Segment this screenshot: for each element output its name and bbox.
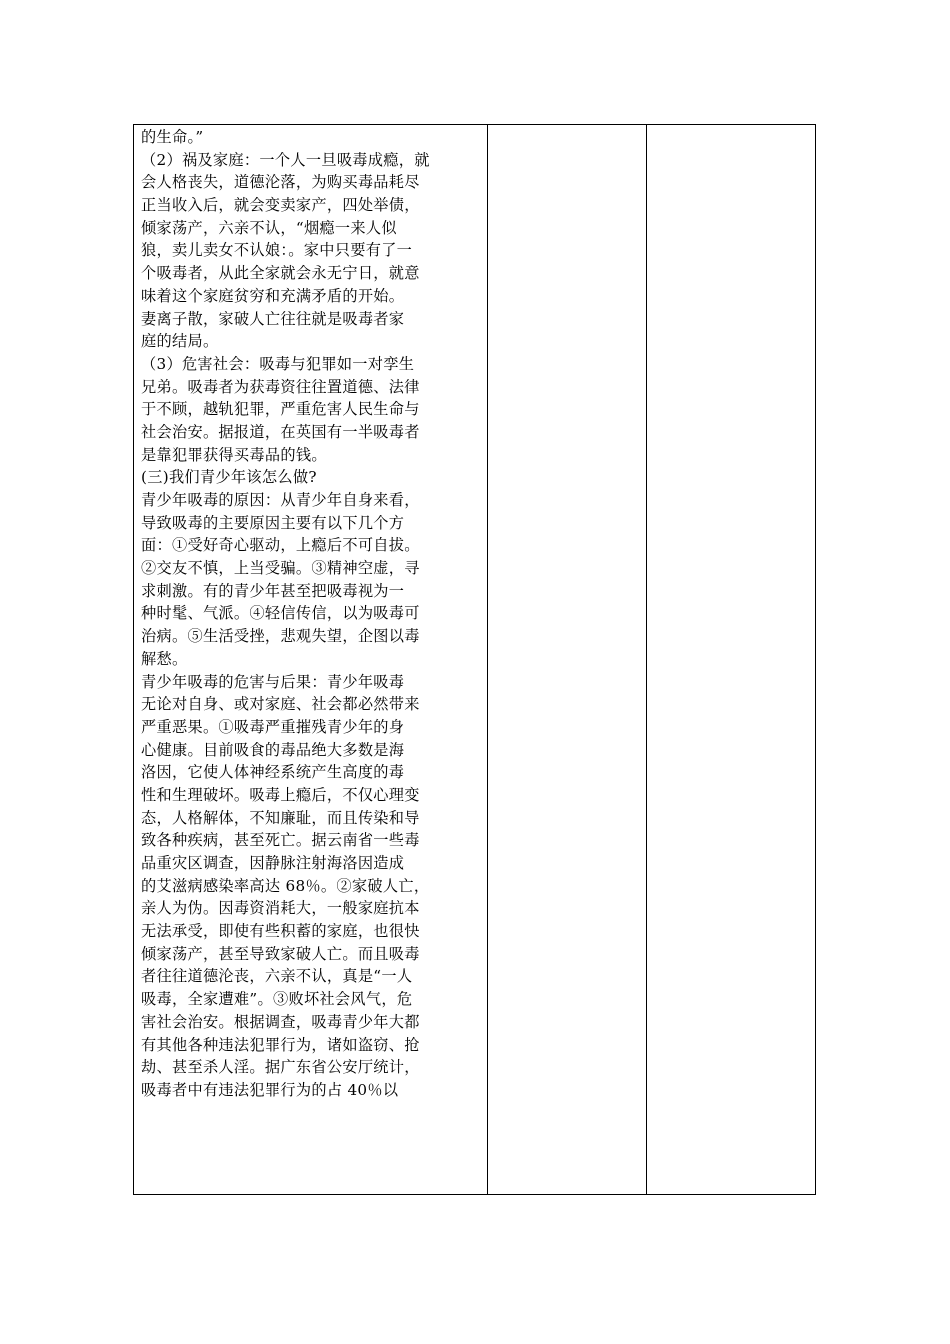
- text-line: 态，人格解体，不知廉耻，而且传染和导: [141, 808, 420, 827]
- column-divider-2: [646, 125, 647, 1194]
- text-column: [141, 126, 483, 1102]
- text-line: 心健康。目前吸食的毒品绝大多数是海: [141, 740, 405, 759]
- text-line: 致各种疾病，甚至死亡。据云南省一些毒: [141, 831, 420, 850]
- text-line: 无论对自身、或对家庭、社会都必然带来: [141, 695, 420, 714]
- text-line: 解愁。: [141, 649, 188, 668]
- text-line: 品重灾区调查，因静脉注射海洛因造成: [141, 854, 405, 872]
- text-line: 倾家荡产，六亲不认，“烟瘾一来人似: [141, 218, 397, 237]
- text-line: 味着这个家庭贫穷和充满矛盾的开始。: [141, 286, 405, 305]
- text-line: 是靠犯罪获得买毒品的钱。: [141, 445, 327, 464]
- text-line: 洛因，它使人体神经系统产生高度的毒: [141, 763, 405, 782]
- column-divider-1: [487, 125, 488, 1194]
- text-line: 者往往道德沦丧，六亲不认，真是“一人: [141, 967, 413, 986]
- text-line: 青少年吸毒的原因：从青少年自身来看，: [141, 491, 420, 509]
- text-line: 面：①受好奇心驱动，上瘾后不可自拔。: [141, 536, 420, 555]
- text-line: （3）危害社会：吸毒与犯罪如一对孪生: [141, 354, 415, 373]
- text-line: 会人格丧失，道德沦落，为购买毒品耗尽: [141, 173, 420, 192]
- text-line: (三)我们青少年该怎么做?: [141, 468, 317, 487]
- text-line: 吸毒，全家遭难”。③败坏社会风气，危: [141, 990, 413, 1009]
- text-line: 庭的结局。: [141, 332, 219, 351]
- text-line: 害社会治安。根据调查，吸毒青少年大都: [141, 1012, 420, 1031]
- text-line: 无法承受，即使有些积蓄的家庭，也很快: [141, 922, 420, 941]
- text-line: （2）祸及家庭：一个人一旦吸毒成瘾，就: [141, 150, 430, 169]
- text-line: ②交友不慎，上当受骗。③精神空虚，寻: [141, 559, 420, 578]
- text-line: 有其他各种违法犯罪行为，诸如盗窃、抢: [141, 1035, 420, 1054]
- text-line: 个吸毒者，从此全家就会永无宁日，就意: [141, 264, 420, 283]
- text-line: 吸毒者中有违法犯罪行为的占 40％以: [141, 1080, 399, 1099]
- text-line: 劫、甚至杀人淫。据广东省公安厅统计，: [141, 1058, 420, 1077]
- content-table: [133, 124, 816, 1195]
- text-line: 的艾滋病感染率高达 68％。②家破人亡，: [141, 876, 430, 895]
- text-line: 正当收入后，就会变卖家产，四处举债，: [141, 196, 420, 215]
- text-line: 社会治安。据报道，在英国有一半吸毒者: [141, 422, 420, 441]
- text-line: 的生命。”: [141, 128, 204, 146]
- text-line: 妻离子散，家破人亡往往就是吸毒者家: [141, 309, 405, 328]
- text-line: 青少年吸毒的危害与后果：青少年吸毒: [141, 672, 405, 691]
- text-line: 严重恶果。①吸毒严重摧残青少年的身: [141, 717, 405, 736]
- text-line: 倾家荡产，甚至导致家破人亡。而且吸毒: [141, 944, 420, 963]
- text-line: 求刺激。有的青少年甚至把吸毒视为一: [141, 581, 405, 600]
- text-line: 狼，卖儿卖女不认娘：。家中只要有了一: [141, 241, 413, 260]
- text-line: 治病。⑤生活受挫，悲观失望，企图以毒: [141, 627, 420, 646]
- text-line: 种时髦、气派。④轻信传信，以为吸毒可: [141, 604, 420, 623]
- text-line: 于不顾，越轨犯罪，严重危害人民生命与: [141, 400, 420, 419]
- text-line: 导致吸毒的主要原因主要有以下几个方: [141, 513, 405, 532]
- text-line: 性和生理破坏。吸毒上瘾后，不仅心理变: [141, 785, 420, 804]
- text-line: 亲人为伪。因毒资消耗大，一般家庭抗本: [141, 899, 420, 918]
- text-line: 兄弟。吸毒者为获毒资往往置道德、法律: [141, 377, 420, 396]
